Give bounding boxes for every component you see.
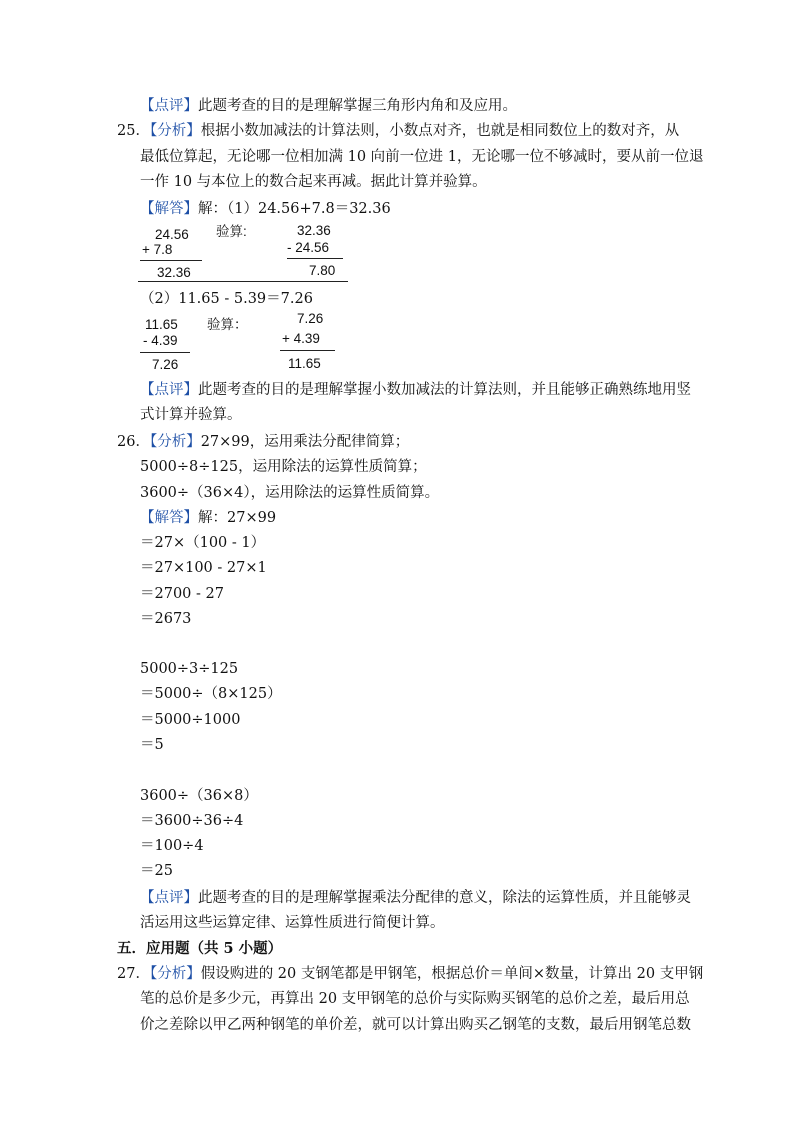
step-line: ＝2700 - 27 bbox=[140, 586, 224, 602]
analysis-tag: 【分析】 bbox=[149, 966, 201, 982]
q26-analysis-line2: 5000÷8÷125，运用除法的运算性质简算； bbox=[140, 459, 427, 475]
verify-rule bbox=[287, 258, 343, 259]
analysis-text: 根据小数加减法的计算法则，小数点对齐，也就是相同数位上的数对齐，从 bbox=[200, 123, 680, 139]
q27-analysis-line2: 笔的总价是多少元，再算出 20 支甲钢笔的总价与实际购买钢笔的总价之差，最后用总 bbox=[140, 991, 690, 1007]
verify-operand-a: 7.26 bbox=[297, 311, 324, 326]
analysis-tag: 【分析】 bbox=[149, 123, 201, 139]
review-tag: 【点评】 bbox=[140, 98, 198, 114]
q25-review-line1 bbox=[140, 380, 691, 400]
analysis-text: 27×99，运用乘法分配律简算； bbox=[200, 434, 410, 450]
verify-label: 验算: bbox=[216, 224, 247, 239]
answer-tag: 【解答】 bbox=[140, 510, 198, 526]
answer-tag: 【解答】 bbox=[140, 201, 198, 217]
step-line: ＝3600÷36÷4 bbox=[140, 813, 244, 829]
calc-bottom-rule bbox=[138, 281, 348, 282]
analysis-text: 假设购进的 20 支钢笔都是甲钢笔，根据总价＝单间×数量，计算出 20 支甲钢 bbox=[200, 966, 704, 982]
q25-analysis-line2: 最低位算起，无论哪一位相加满 10 向前一位进 1，无论哪一位不够减时，要从前一位退 bbox=[140, 149, 704, 165]
verify-result: 7.80 bbox=[309, 263, 336, 278]
review-tag: 【点评】 bbox=[140, 382, 198, 398]
calc-rule bbox=[140, 260, 202, 261]
step-line: ＝27×100 - 27×1 bbox=[140, 560, 267, 576]
step-line: ＝5 bbox=[140, 737, 164, 753]
verify-operand-b: + 4.39 bbox=[282, 331, 320, 346]
q25-answer-line2: （2）11.65 - 5.39＝7.26 bbox=[140, 291, 313, 307]
answer-text: 解：（1）24.56+7.8＝32.36 bbox=[198, 201, 391, 217]
q27-analysis-line1 bbox=[117, 964, 703, 984]
question-number: 27． bbox=[117, 966, 150, 982]
q26-analysis-line3: 3600÷（36×4），运用除法的运算性质简算。 bbox=[140, 485, 440, 501]
calc-result: 7.26 bbox=[152, 357, 179, 372]
step-line: ＝25 bbox=[140, 863, 173, 879]
q25-analysis-line3: 一作 10 与本位上的数合起来再减。据此计算并验算。 bbox=[140, 174, 487, 190]
review-text: 此题考查的目的是理解掌握三角形内角和及应用。 bbox=[198, 98, 517, 114]
answer-text: 解：27×99 bbox=[198, 510, 277, 526]
calc-operand-a: 11.65 bbox=[145, 317, 178, 332]
question-number: 25． bbox=[117, 123, 150, 139]
q26-review-line2: 活运用这些运算定律、运算性质进行简便计算。 bbox=[140, 915, 445, 931]
step-line: 5000÷3÷125 bbox=[140, 661, 239, 677]
calc-rule bbox=[140, 352, 190, 353]
review-tag: 【点评】 bbox=[140, 890, 198, 906]
q26-analysis-line1 bbox=[117, 432, 409, 452]
review-24-line bbox=[140, 96, 517, 116]
step-line: ＝100÷4 bbox=[140, 838, 204, 854]
verify-label: 验算： bbox=[207, 317, 248, 332]
analysis-tag: 【分析】 bbox=[149, 434, 201, 450]
step-line: ＝2673 bbox=[140, 611, 192, 627]
step-line: ＝27×（100 - 1） bbox=[140, 535, 266, 551]
question-number: 26． bbox=[117, 434, 150, 450]
verify-rule bbox=[280, 350, 335, 351]
q27-analysis-line3: 价之差除以甲乙两种钢笔的单价差，就可以计算出购买乙钢笔的支数，最后用钢笔总数 bbox=[140, 1017, 691, 1033]
step-line: 3600÷（36×8） bbox=[140, 788, 258, 804]
q25-answer-line1 bbox=[140, 199, 391, 219]
section-title: 五．应用题（共 5 小题） bbox=[117, 940, 283, 957]
calc-operand-b: + 7.8 bbox=[142, 242, 173, 257]
q25-review-line2: 式计算并验算。 bbox=[140, 407, 242, 423]
q26-review-line1 bbox=[140, 888, 691, 908]
q25-analysis-line1 bbox=[117, 121, 679, 141]
calc-operand-b: - 4.39 bbox=[143, 333, 178, 348]
review-text: 此题考查的目的是理解掌握乘法分配律的意义，除法的运算性质，并且能够灵 bbox=[198, 890, 691, 906]
q26-answer-line1 bbox=[140, 508, 276, 528]
calc-operand-a: 24.56 bbox=[155, 227, 189, 242]
calc-result: 32.36 bbox=[157, 265, 191, 280]
step-line: ＝5000÷（8×125） bbox=[140, 686, 282, 702]
verify-result: 11.65 bbox=[288, 356, 321, 371]
review-text: 此题考查的目的是理解掌握小数加减法的计算法则，并且能够正确熟练地用竖 bbox=[198, 382, 691, 398]
step-line: ＝5000÷1000 bbox=[140, 712, 241, 728]
verify-operand-a: 32.36 bbox=[297, 223, 331, 238]
verify-operand-b: - 24.56 bbox=[287, 240, 330, 255]
